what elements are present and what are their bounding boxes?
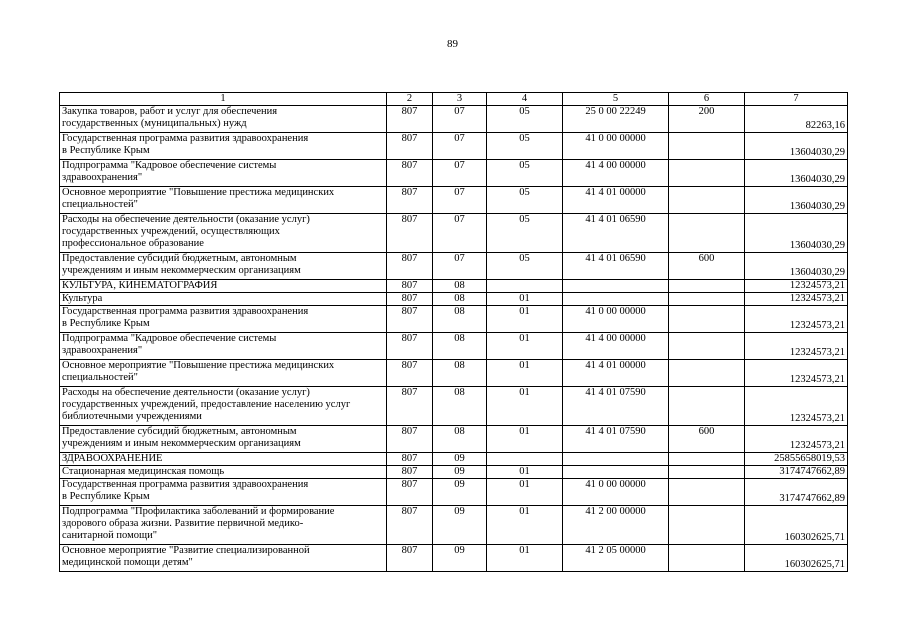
row-expense-type — [669, 333, 745, 360]
row-subsection: 01 — [487, 506, 563, 545]
row-target-article: 41 4 01 07590 — [563, 387, 669, 426]
row-subsection: 01 — [487, 479, 563, 506]
row-admin-code: 807 — [387, 545, 433, 572]
table-row — [60, 545, 848, 572]
row-expense-type — [669, 306, 745, 333]
row-amount: 25855658019,53 — [745, 453, 848, 466]
table-row — [60, 253, 848, 280]
row-expense-type: 600 — [669, 253, 745, 280]
row-section: 09 — [433, 453, 487, 466]
row-subsection: 01 — [487, 333, 563, 360]
row-expense-type — [669, 479, 745, 506]
row-admin-code: 807 — [387, 506, 433, 545]
row-subsection: 05 — [487, 106, 563, 133]
row-section: 09 — [433, 479, 487, 506]
row-name: Подпрограмма "Кадровое обеспечение системы здравоохранения" — [60, 160, 387, 187]
table-row — [60, 426, 848, 453]
row-name: Стационарная медицинская помощь — [60, 466, 387, 479]
row-admin-code: 807 — [387, 453, 433, 466]
row-amount: 12324573,21 — [745, 293, 848, 306]
row-name: Расходы на обеспечение деятельности (оказание услуг) государственных учреждений, осуществляющих профессиональное образование — [60, 214, 387, 253]
row-expense-type: 200 — [669, 106, 745, 133]
row-subsection: 05 — [487, 214, 563, 253]
row-amount: 12324573,21 — [745, 426, 848, 453]
row-target-article: 41 4 01 07590 — [563, 426, 669, 453]
table-header-row — [60, 93, 848, 106]
row-subsection: 05 — [487, 253, 563, 280]
budget-table — [59, 92, 848, 572]
row-name: Подпрограмма "Профилактика заболеваний и формирование здорового образа жизни. Развитие первичной медико- санитарной помощи" — [60, 506, 387, 545]
row-target-article — [563, 453, 669, 466]
row-admin-code: 807 — [387, 387, 433, 426]
row-admin-code: 807 — [387, 253, 433, 280]
row-subsection: 01 — [487, 545, 563, 572]
table-row — [60, 280, 848, 293]
row-expense-type — [669, 453, 745, 466]
row-name: Основное мероприятие "Повышение престижа медицинских специальностей" — [60, 360, 387, 387]
page-number: 89 — [447, 38, 458, 50]
row-amount: 13604030,29 — [745, 133, 848, 160]
row-subsection: 05 — [487, 133, 563, 160]
row-amount: 12324573,21 — [745, 387, 848, 426]
row-expense-type — [669, 133, 745, 160]
row-section: 07 — [433, 106, 487, 133]
row-target-article: 41 0 00 00000 — [563, 479, 669, 506]
row-section: 09 — [433, 545, 487, 572]
row-subsection: 05 — [487, 187, 563, 214]
row-target-article — [563, 293, 669, 306]
header-col-4: 4 — [487, 93, 563, 106]
row-expense-type — [669, 280, 745, 293]
row-amount: 12324573,21 — [745, 333, 848, 360]
row-expense-type — [669, 466, 745, 479]
row-name: Государственная программа развития здравоохранения в Республике Крым — [60, 133, 387, 160]
row-subsection — [487, 453, 563, 466]
row-name: Предоставление субсидий бюджетным, автономным учреждениям и иным некоммерческим организациям — [60, 253, 387, 280]
table-row — [60, 106, 848, 133]
row-section: 07 — [433, 133, 487, 160]
row-amount: 160302625,71 — [745, 545, 848, 572]
table-row — [60, 133, 848, 160]
row-name: КУЛЬТУРА, КИНЕМАТОГРАФИЯ — [60, 280, 387, 293]
row-admin-code: 807 — [387, 479, 433, 506]
row-target-article: 41 0 00 00000 — [563, 306, 669, 333]
row-expense-type — [669, 387, 745, 426]
table-row — [60, 160, 848, 187]
row-expense-type — [669, 545, 745, 572]
row-amount: 13604030,29 — [745, 187, 848, 214]
row-name: Культура — [60, 293, 387, 306]
row-expense-type — [669, 293, 745, 306]
row-subsection: 01 — [487, 466, 563, 479]
row-name: Основное мероприятие "Повышение престижа медицинских специальностей" — [60, 187, 387, 214]
row-section: 07 — [433, 214, 487, 253]
row-target-article: 41 4 00 00000 — [563, 160, 669, 187]
table-row — [60, 479, 848, 506]
row-amount: 12324573,21 — [745, 360, 848, 387]
table-row — [60, 333, 848, 360]
row-target-article: 41 2 00 00000 — [563, 506, 669, 545]
row-section: 08 — [433, 360, 487, 387]
header-col-7: 7 — [745, 93, 848, 106]
header-col-1: 1 — [60, 93, 387, 106]
row-amount: 82263,16 — [745, 106, 848, 133]
row-admin-code: 807 — [387, 466, 433, 479]
row-target-article: 41 4 01 00000 — [563, 187, 669, 214]
row-admin-code: 807 — [387, 160, 433, 187]
row-expense-type: 600 — [669, 426, 745, 453]
row-section: 08 — [433, 306, 487, 333]
row-amount: 3174747662,89 — [745, 479, 848, 506]
row-section: 07 — [433, 253, 487, 280]
row-target-article: 41 4 01 06590 — [563, 214, 669, 253]
header-col-3: 3 — [433, 93, 487, 106]
table-row — [60, 360, 848, 387]
row-subsection — [487, 280, 563, 293]
row-name: Основное мероприятие "Развитие специализированной медицинской помощи детям" — [60, 545, 387, 572]
row-target-article — [563, 280, 669, 293]
header-col-6: 6 — [669, 93, 745, 106]
row-name: Подпрограмма "Кадровое обеспечение системы здравоохранения" — [60, 333, 387, 360]
table-row — [60, 293, 848, 306]
row-admin-code: 807 — [387, 306, 433, 333]
row-target-article: 41 0 00 00000 — [563, 133, 669, 160]
row-admin-code: 807 — [387, 333, 433, 360]
row-amount: 12324573,21 — [745, 306, 848, 333]
row-expense-type — [669, 214, 745, 253]
row-admin-code: 807 — [387, 133, 433, 160]
row-section: 07 — [433, 187, 487, 214]
header-col-2: 2 — [387, 93, 433, 106]
row-amount: 13604030,29 — [745, 214, 848, 253]
row-target-article — [563, 466, 669, 479]
row-section: 08 — [433, 333, 487, 360]
row-section: 08 — [433, 387, 487, 426]
row-name: Закупка товаров, работ и услуг для обеспечения государственных (муниципальных) нужд — [60, 106, 387, 133]
row-subsection: 01 — [487, 360, 563, 387]
table-row — [60, 466, 848, 479]
row-amount: 13604030,29 — [745, 253, 848, 280]
table-row — [60, 306, 848, 333]
row-subsection: 01 — [487, 293, 563, 306]
row-expense-type — [669, 506, 745, 545]
row-target-article: 25 0 00 22249 — [563, 106, 669, 133]
row-target-article: 41 4 01 00000 — [563, 360, 669, 387]
header-col-5: 5 — [563, 93, 669, 106]
row-subsection: 01 — [487, 426, 563, 453]
table-row — [60, 506, 848, 545]
row-amount: 3174747662,89 — [745, 466, 848, 479]
row-target-article: 41 4 00 00000 — [563, 333, 669, 360]
row-admin-code: 807 — [387, 214, 433, 253]
row-name: Расходы на обеспечение деятельности (оказание услуг) государственных учреждений, предоставление населению услуг библиотечными учреждениями — [60, 387, 387, 426]
row-section: 08 — [433, 280, 487, 293]
row-expense-type — [669, 160, 745, 187]
row-target-article: 41 2 05 00000 — [563, 545, 669, 572]
row-section: 08 — [433, 293, 487, 306]
row-admin-code: 807 — [387, 280, 433, 293]
row-section: 08 — [433, 426, 487, 453]
row-section: 09 — [433, 466, 487, 479]
row-amount: 13604030,29 — [745, 160, 848, 187]
table-row — [60, 387, 848, 426]
row-name: ЗДРАВООХРАНЕНИЕ — [60, 453, 387, 466]
row-target-article: 41 4 01 06590 — [563, 253, 669, 280]
row-subsection: 05 — [487, 160, 563, 187]
row-admin-code: 807 — [387, 426, 433, 453]
row-admin-code: 807 — [387, 360, 433, 387]
table-row — [60, 453, 848, 466]
row-subsection: 01 — [487, 306, 563, 333]
row-admin-code: 807 — [387, 187, 433, 214]
row-admin-code: 807 — [387, 293, 433, 306]
row-admin-code: 807 — [387, 106, 433, 133]
table-row — [60, 214, 848, 253]
row-amount: 160302625,71 — [745, 506, 848, 545]
table-row — [60, 187, 848, 214]
row-section: 09 — [433, 506, 487, 545]
row-expense-type — [669, 360, 745, 387]
row-section: 07 — [433, 160, 487, 187]
row-name: Государственная программа развития здравоохранения в Республике Крым — [60, 306, 387, 333]
row-amount: 12324573,21 — [745, 280, 848, 293]
row-subsection: 01 — [487, 387, 563, 426]
row-name: Предоставление субсидий бюджетным, автономным учреждениям и иным некоммерческим организациям — [60, 426, 387, 453]
row-expense-type — [669, 187, 745, 214]
row-name: Государственная программа развития здравоохранения в Республике Крым — [60, 479, 387, 506]
